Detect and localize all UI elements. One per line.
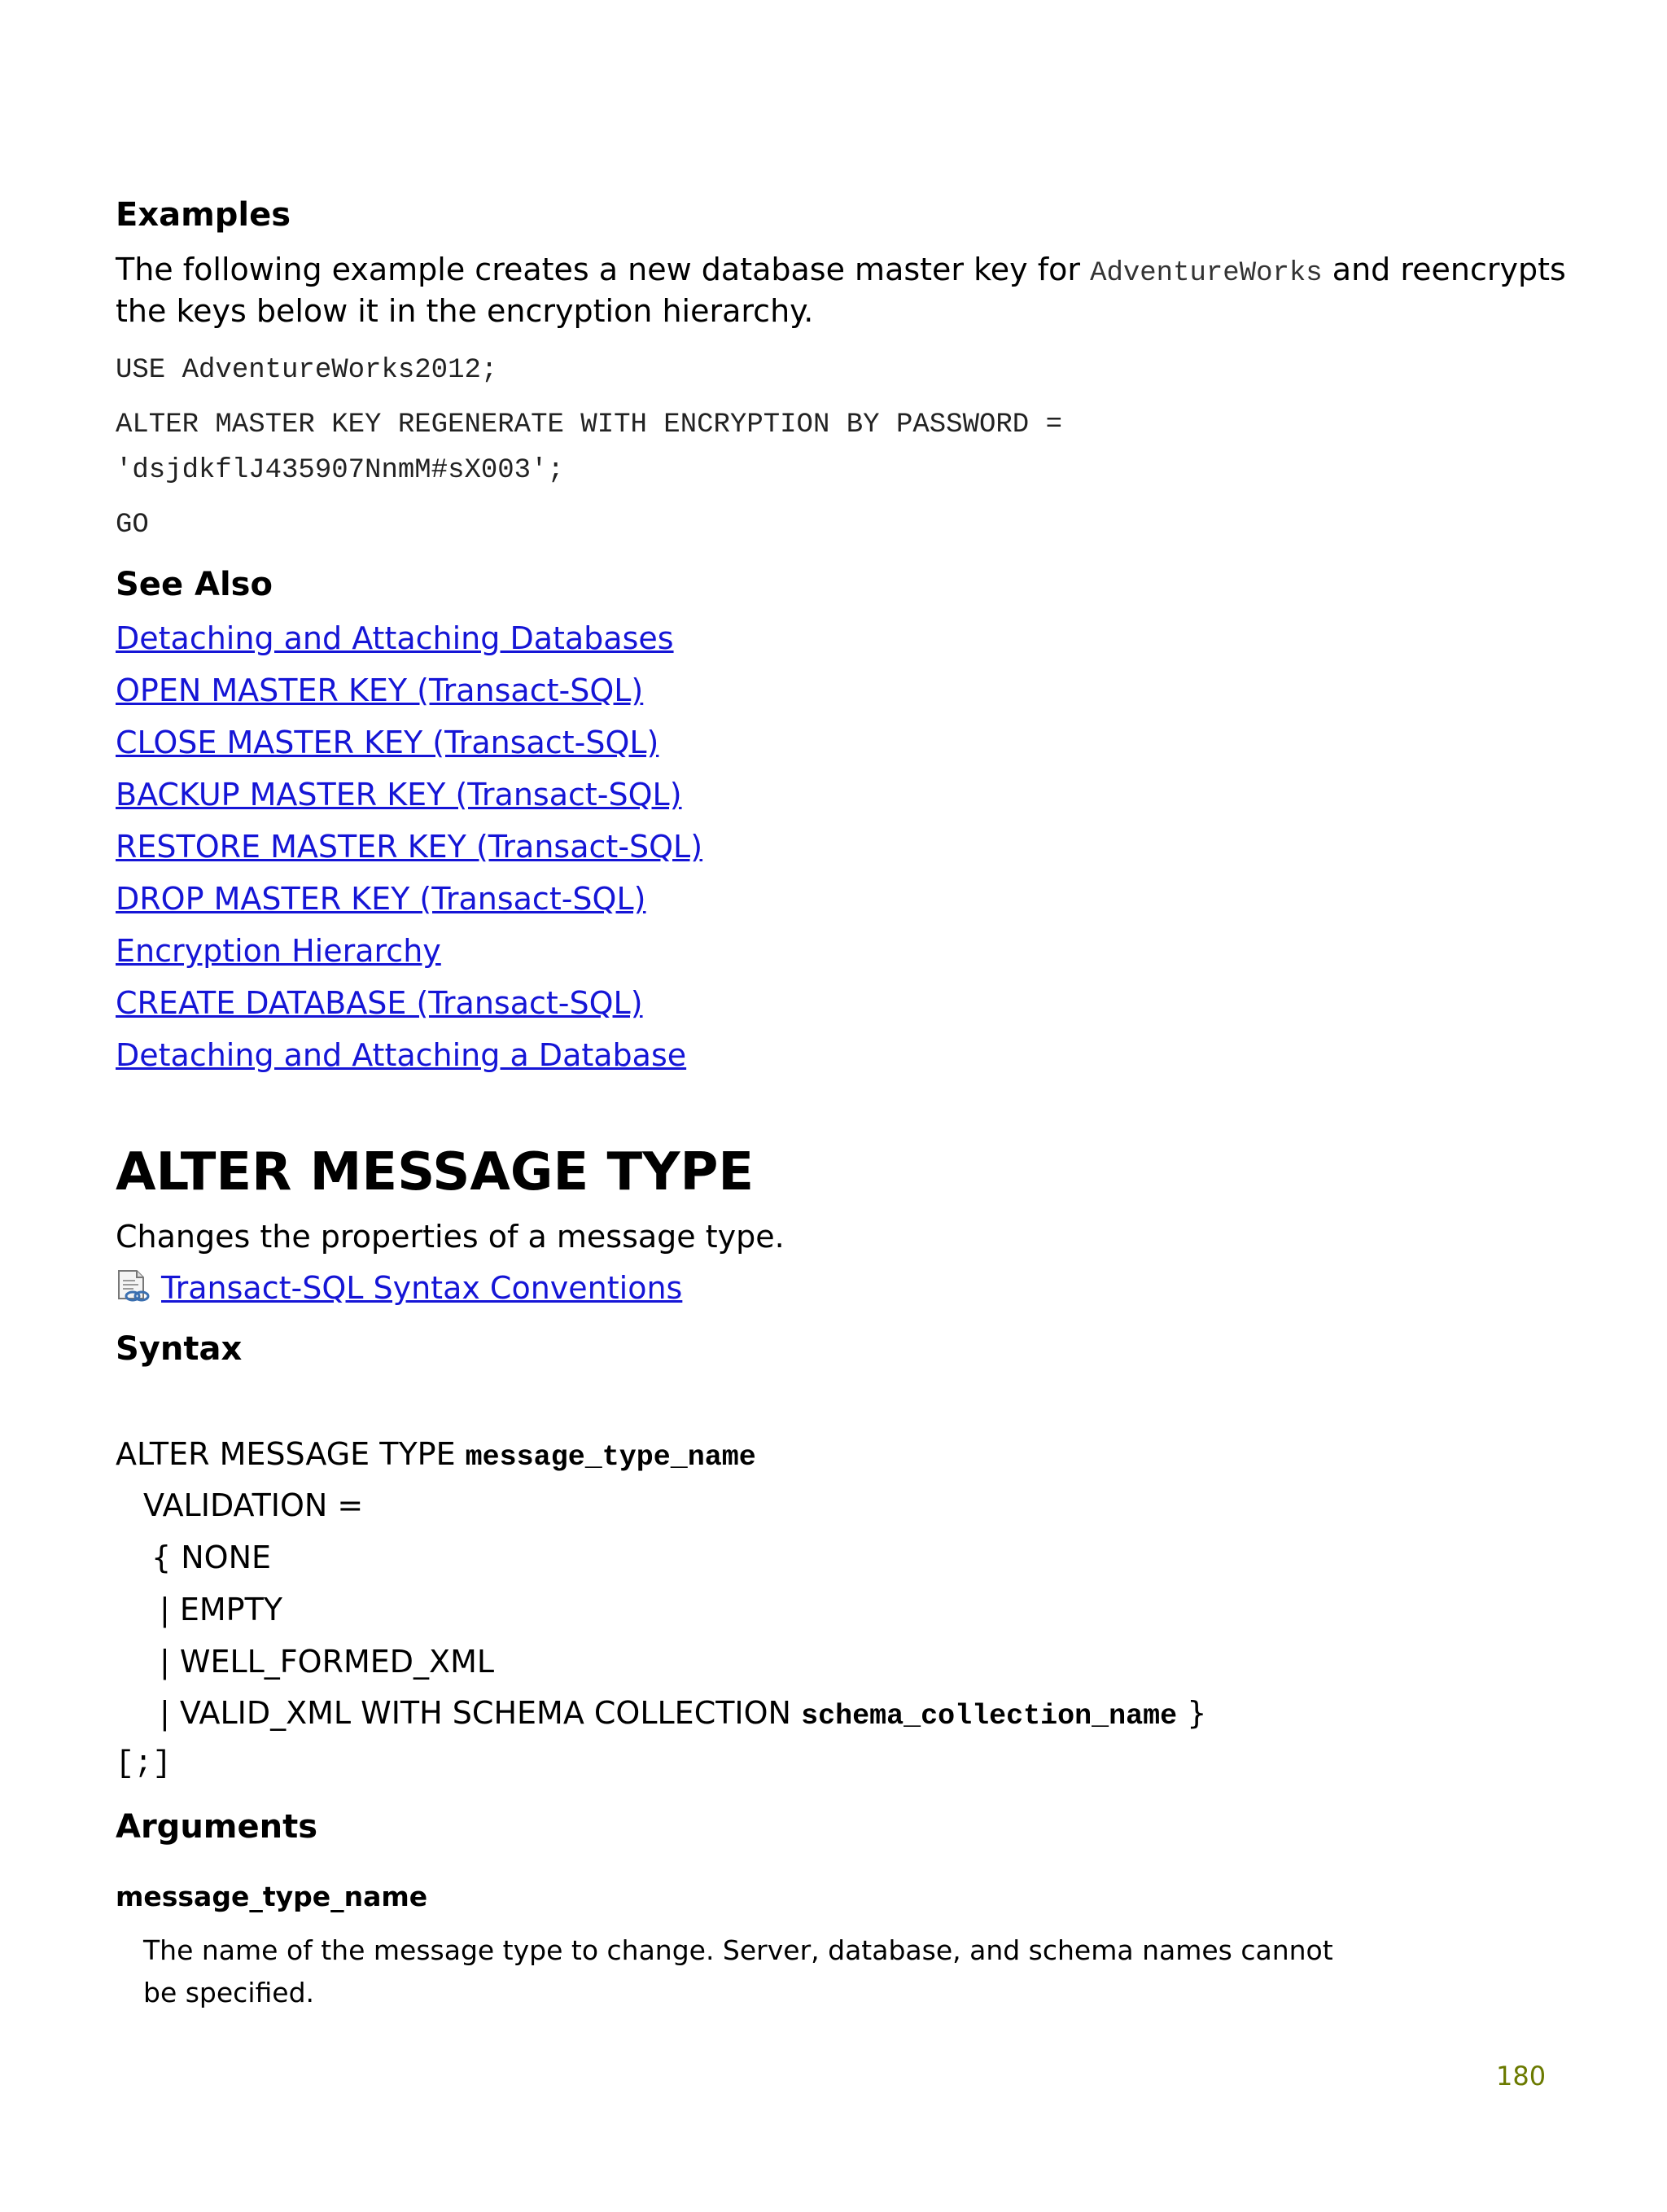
code-line-use: USE AdventureWorks2012; (116, 355, 498, 386)
link-backup-master-key[interactable]: BACKUP MASTER KEY (Transact-SQL) (116, 777, 682, 813)
syntax-line-6 (160, 1692, 1206, 1737)
syntax-line-1 (116, 1433, 756, 1478)
link-syntax-conventions[interactable]: Transact-SQL Syntax Conventions (161, 1270, 683, 1306)
link-drop-master-key[interactable]: DROP MASTER KEY (Transact-SQL) (116, 881, 646, 917)
syntax-keyword: ALTER MESSAGE TYPE (116, 1436, 466, 1472)
syntax-line-5: | WELL_FORMED_XML (160, 1644, 495, 1680)
syntax-heading: Syntax (116, 1330, 243, 1368)
link-restore-master-key[interactable]: RESTORE MASTER KEY (Transact-SQL) (116, 829, 703, 865)
arguments-heading: Arguments (116, 1808, 318, 1846)
see-also-item (116, 1034, 702, 1086)
syntax-conventions-row (116, 1267, 682, 1309)
see-also-item (116, 773, 702, 826)
examples-heading: Examples (116, 196, 291, 234)
examples-intro-line2: the keys below it in the encryption hierarchy. (116, 293, 814, 329)
syntax-argument: message_type_name (465, 1441, 756, 1474)
syntax-line-3: { NONE (151, 1540, 272, 1575)
intro-text-start: The following example creates a new database master key for (116, 252, 1091, 287)
intro-inline-code: AdventureWorks (1090, 258, 1323, 289)
document-link-icon (116, 1269, 150, 1303)
intro-text-end: and reencrypts (1322, 252, 1566, 287)
see-also-item (116, 669, 702, 721)
topic-description: Changes the properties of a message type. (116, 1219, 785, 1255)
link-detaching-attaching-databases[interactable]: Detaching and Attaching Databases (116, 620, 674, 656)
page-title: ALTER MESSAGE TYPE (116, 1142, 755, 1202)
argument-term: message_type_name (116, 1881, 428, 1912)
link-detaching-attaching-a-database[interactable]: Detaching and Attaching a Database (116, 1037, 687, 1073)
see-also-item (116, 878, 702, 930)
see-also-item (116, 930, 702, 982)
see-also-item (116, 721, 702, 773)
link-encryption-hierarchy[interactable]: Encryption Hierarchy (116, 933, 441, 969)
see-also-heading: See Also (116, 566, 273, 603)
syntax-line-2: VALIDATION = (143, 1487, 364, 1523)
code-line-go: GO (116, 510, 149, 541)
link-open-master-key[interactable]: OPEN MASTER KEY (Transact-SQL) (116, 672, 644, 708)
see-also-item (116, 826, 702, 878)
link-close-master-key[interactable]: CLOSE MASTER KEY (Transact-SQL) (116, 725, 659, 760)
see-also-item (116, 982, 702, 1034)
see-also-item (116, 617, 702, 669)
code-line-alter: ALTER MASTER KEY REGENERATE WITH ENCRYPTION BY PASSWORD = (116, 410, 1062, 440)
code-line-password: 'dsjdkflJ435907NnmM#sX003'; (116, 455, 564, 486)
syntax-argument: schema_collection_name (801, 1700, 1178, 1732)
syntax-keyword: | VALID_XML WITH SCHEMA COLLECTION (160, 1695, 802, 1731)
page-number: 180 (1496, 2061, 1547, 2092)
examples-intro (116, 249, 1566, 295)
syntax-line-4: | EMPTY (160, 1592, 283, 1627)
syntax-line-7: [;] (116, 1746, 172, 1781)
see-also-links (116, 617, 702, 1086)
link-create-database[interactable]: CREATE DATABASE (Transact-SQL) (116, 985, 643, 1021)
argument-description: The name of the message type to change. Server, database, and schema names cannot be specified. (143, 1934, 1333, 2008)
syntax-brace: } (1177, 1695, 1207, 1731)
